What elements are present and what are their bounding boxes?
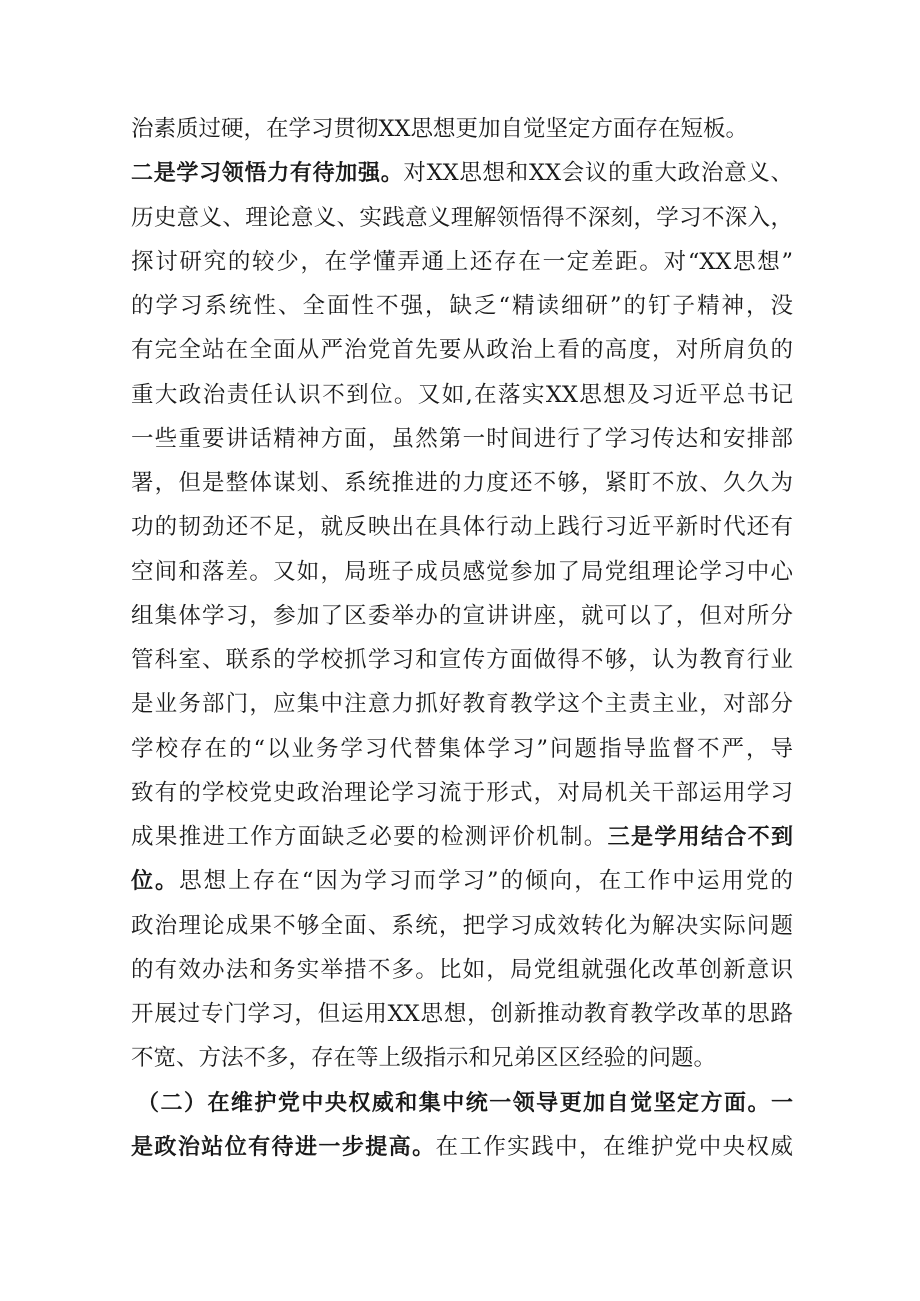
text-line (131, 373, 793, 417)
text-run: 在工作实践中，在维护党中央权威 (435, 1133, 793, 1160)
text-line (131, 638, 793, 682)
text-run: 的学习系统性、全面性不强，缺乏“精读细研”的钉子精神，没 (131, 293, 793, 319)
text-run: 重大政治责任认识不到位。又如,在落实XX思想及习近平总书记 (131, 381, 793, 408)
text-line (131, 151, 793, 195)
body-text (131, 107, 793, 1169)
text-run: 开展过专门学习，但运用XX思想，创新推动教育教学改革的思路 (131, 1001, 793, 1027)
section-heading: 三是学用结合不到 (607, 825, 793, 850)
text-run: 致有的学校党史政治理论学习流于形式，对局机关干部运用学习 (131, 779, 793, 806)
text-run: 署，但是整体谋划、系统推进的力度还不够，紧盯不放、久久为 (131, 470, 793, 496)
text-run: 探讨研究的较少，在学懂弄通上还存在一定差距。对“XX思想” (131, 248, 793, 275)
text-line (131, 328, 793, 372)
text-run: 的有效办法和务实举措不多。比如，局党组就强化改革创新意识 (131, 956, 793, 983)
text-run: 是业务部门，应集中注意力抓好教育教学这个主责主业，对部分 (131, 691, 793, 718)
text-line (131, 1125, 793, 1169)
text-line (131, 992, 793, 1036)
text-run: 一些重要讲话精神方面，虽然第一时间进行了学习传达和安排部 (131, 425, 793, 452)
text-line (131, 594, 793, 638)
text-run: 有完全站在全面从严治党首先要从政治上看的高度，对所肩负的 (131, 337, 793, 364)
text-run: 空间和落差。又如，局班子成员感觉参加了局党组理论学习中心 (131, 558, 793, 585)
section-heading: 是政治站位有待进一步提高。 (131, 1134, 436, 1160)
text-line (131, 550, 793, 594)
text-line (131, 461, 793, 505)
section-heading: 位。 (131, 869, 180, 895)
text-line (131, 948, 793, 992)
text-line (131, 682, 793, 726)
text-run: 管科室、联系的学校抓学习和宣传方面做得不够，认为教育行业 (131, 647, 793, 673)
text-line (131, 1081, 793, 1125)
text-run: 功的韧劲还不足，就反映出在具体行动上践行习近平新时代还有 (131, 514, 793, 541)
text-line (131, 284, 793, 328)
text-run: 组集体学习，参加了区委举办的宣讲讲座，就可以了，但对所分 (131, 602, 793, 629)
text-line (131, 859, 793, 903)
text-line (131, 196, 793, 240)
text-run: 对XX思想和XX会议的重大政治意义、 (403, 160, 793, 187)
section-heading: （二）在维护党中央权威和集中统一领导更加自觉坚定方面。一 (137, 1090, 793, 1116)
text-run: 成果推进工作方面缺乏必要的检测评价机制。 (131, 824, 608, 850)
text-run: 历史意义、理论意义、实践意义理解领悟得不深刻，学习不深入， (131, 204, 793, 231)
text-line (131, 904, 793, 948)
text-line (131, 727, 793, 771)
text-run: 不宽、方法不多，存在等上级指示和兄弟区区经验的问题。 (131, 1045, 717, 1072)
text-run: 政治理论成果不够全面、系统，把学习成效转化为解决实际问题 (131, 912, 793, 939)
text-line (131, 417, 793, 461)
text-line (131, 505, 793, 549)
text-line (131, 815, 793, 859)
text-line (131, 107, 793, 151)
text-run: 思想上存在“因为学习而学习”的倾向，在工作中运用党的 (179, 868, 793, 895)
section-heading: 二是学习领悟力有待加强。 (131, 161, 404, 187)
text-line (131, 240, 793, 284)
text-run: 治素质过硬，在学习贯彻XX思想更加自觉坚定方面存在短板。 (131, 116, 749, 142)
text-line (131, 771, 793, 815)
text-run: 学校存在的“以业务学习代替集体学习”问题指导监督不严，导 (131, 735, 793, 762)
text-line (131, 1036, 793, 1080)
